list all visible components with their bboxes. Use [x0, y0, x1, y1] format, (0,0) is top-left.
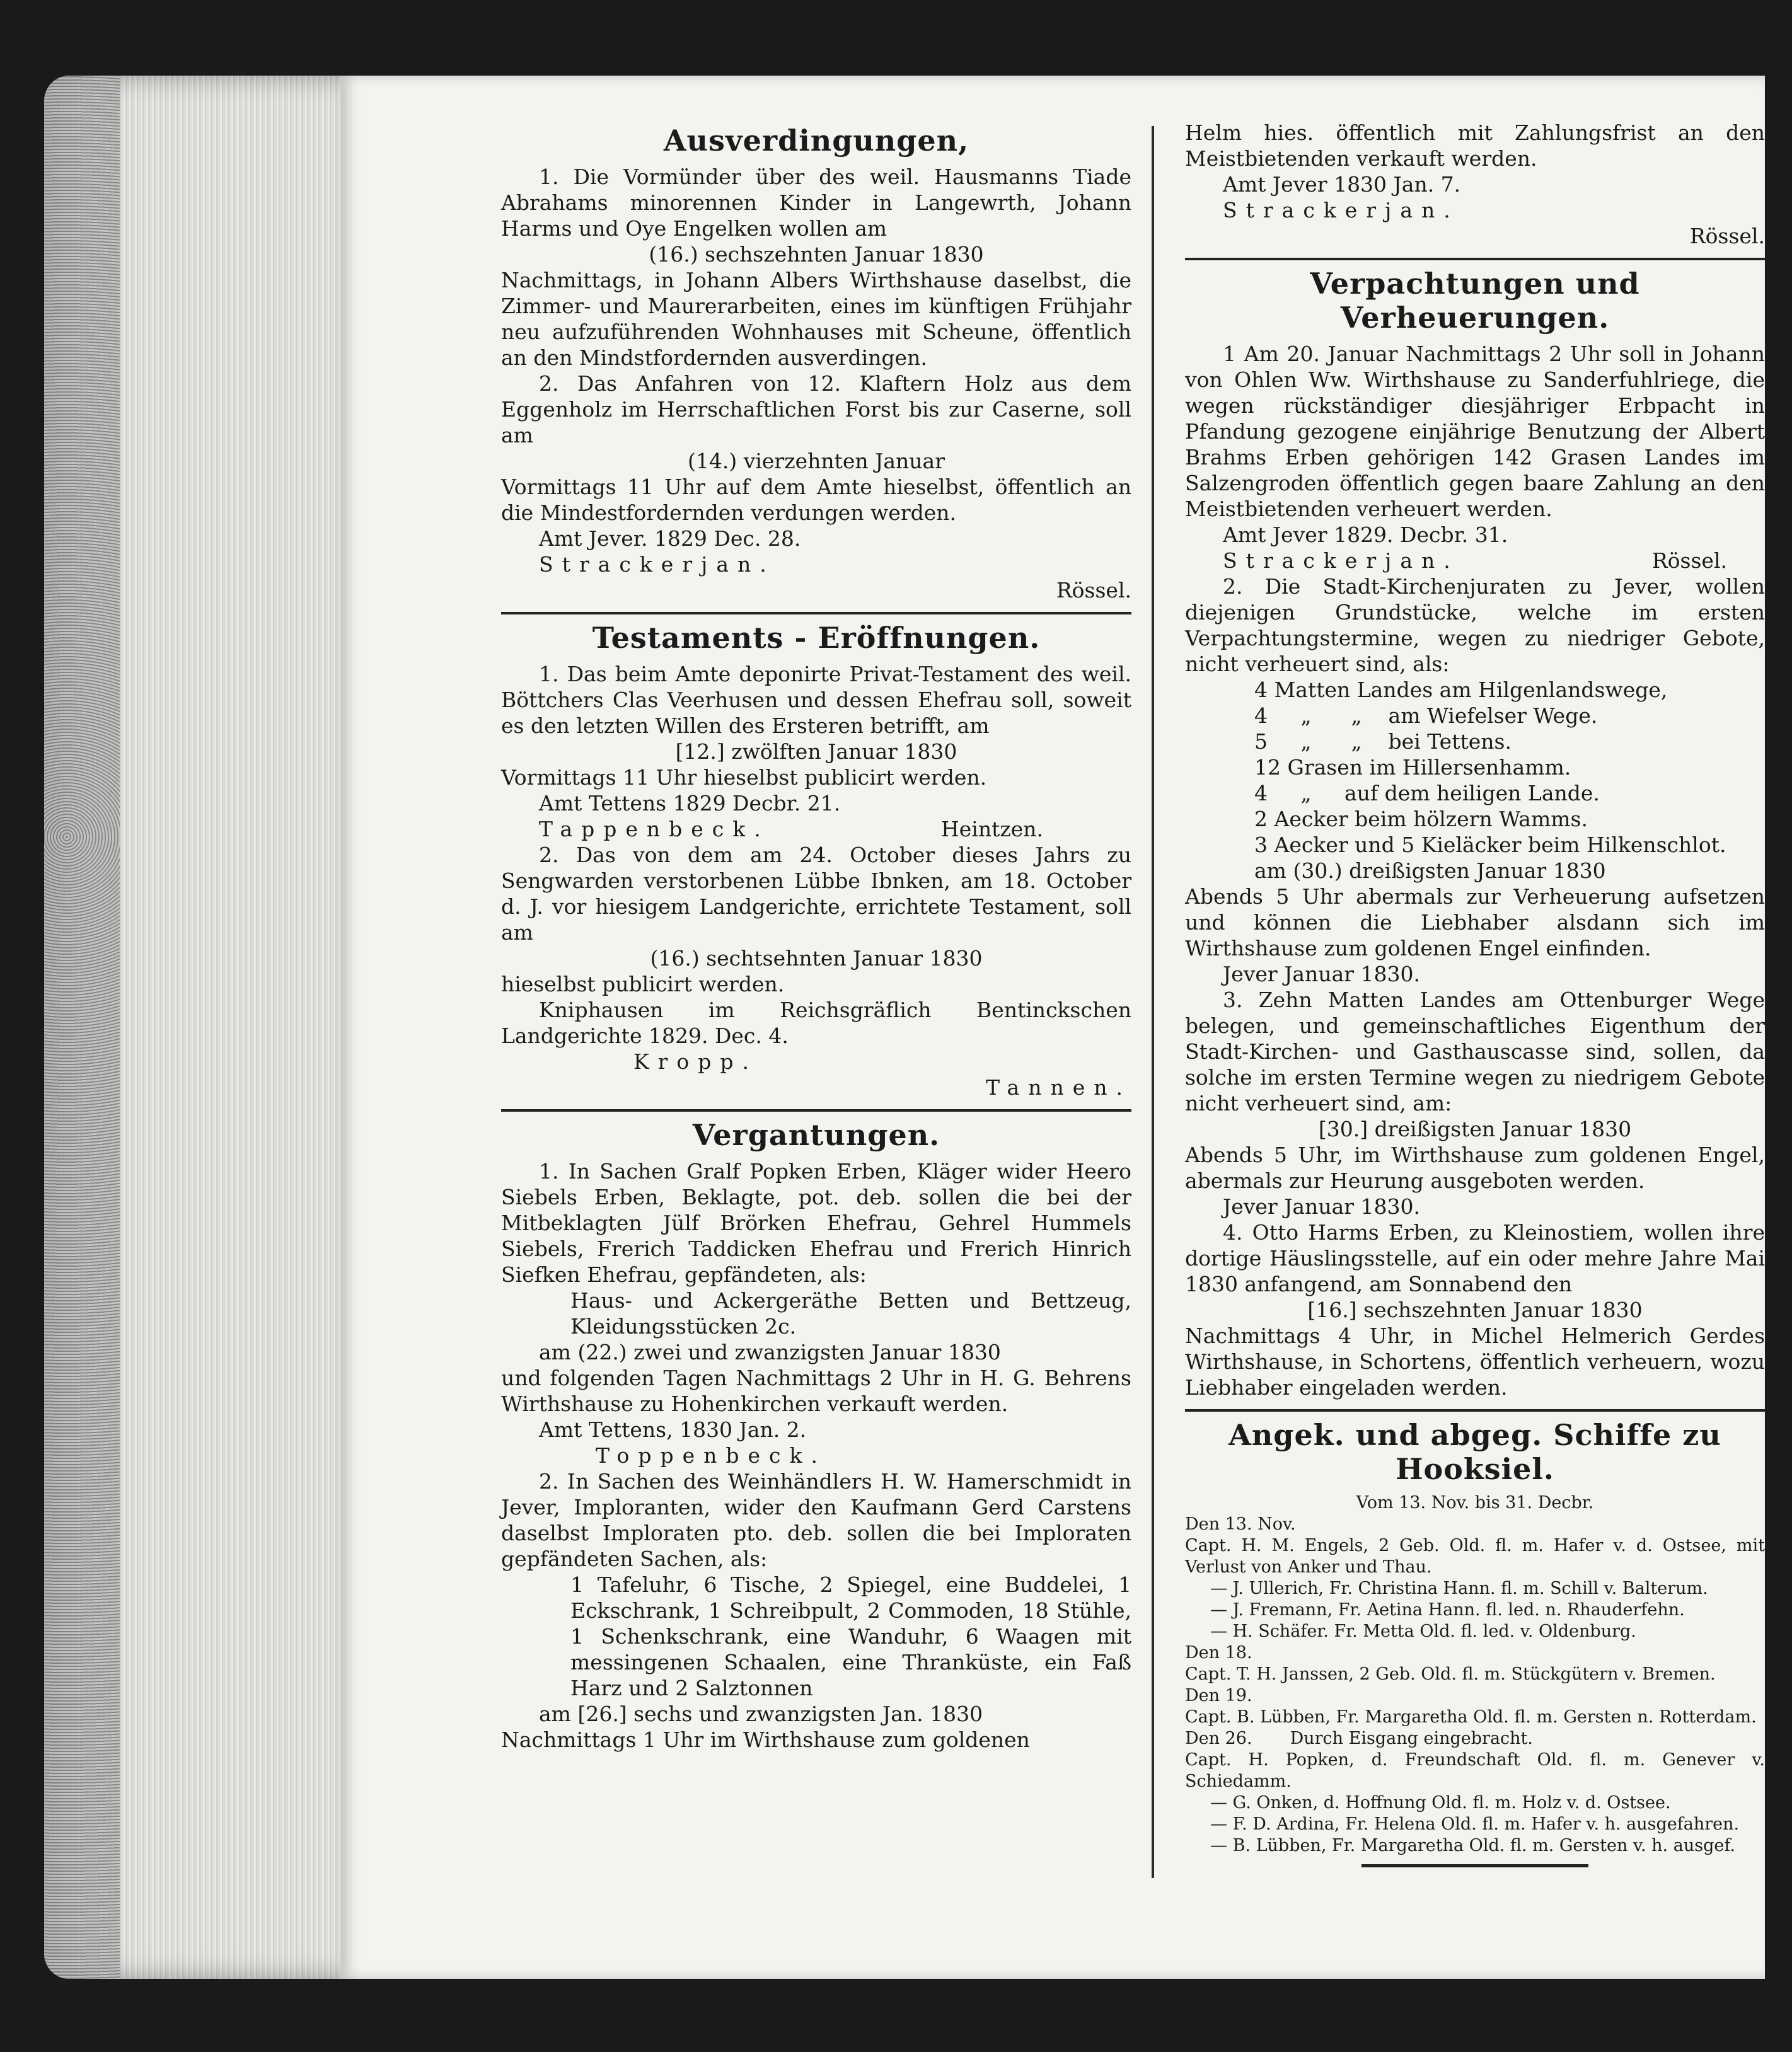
notice-date: (16.) sechtsehnten Januar 1830 [650, 946, 983, 971]
section-ships [1185, 1418, 1765, 1867]
notice-paragraph: hieselbst publicirt werden. [501, 972, 785, 996]
signature: Rössel. [1689, 224, 1765, 248]
section-continuation [1185, 120, 1765, 249]
notice-paragraph: und folgenden Tagen Nachmittags 2 Uhr in H. G. Behrens Wirthshause zu Hohenkirchen verkauft werden. [501, 1366, 1131, 1416]
notice-place-date: Amt Jever 1830 Jan. 7. [1223, 172, 1461, 197]
notice-paragraph: Vormittags 11 Uhr auf dem Amte hieselbst, öffentlich an die Mindestfordernden verdungen werden. [501, 475, 1131, 525]
notice-paragraph: Vormittags 11 Uhr hieselbst publicirt werden. [501, 765, 987, 790]
ship-line: — H. Schäfer. Fr. Metta Old. fl. led. v. Oldenburg. [1210, 1622, 1636, 1641]
notice-paragraph: 1. In Sachen Gralf Popken Erben, Kläger wider Heero Siebels Erben, Beklagte, pot. deb. sollen die bei der Mitbeklagten Jülf Brörken Ehefrau, Gehrel Hummels Siebels, Frerich Taddicken Ehefrau und Frerich Hinrich Siefken Ehefrau, gepfändeten, als: [501, 1159, 1131, 1287]
ship-line: Capt. B. Lübben, Fr. Margaretha Old. fl. m. Gersten n. Rotterdam. [1185, 1707, 1757, 1727]
ship-line: — J. Fremann, Fr. Aetina Hann. fl. led. n. Rhauderfehn. [1210, 1600, 1685, 1620]
notice-date: [12.] zwölften Januar 1830 [675, 739, 957, 764]
ship-line: Capt. H. M. Engels, 2 Geb. Old. fl. m. Hafer v. d. Ostsee, mit Verlust von Anker und Thau. [1185, 1536, 1765, 1577]
notice-date: (14.) vierzehnten Januar [687, 449, 945, 473]
ship-line: Den 26. Durch Eisgang eingebracht. [1185, 1729, 1533, 1748]
section-rule [1185, 258, 1765, 260]
list-item: 4 Matten Landes am Hilgenlandswege, [1254, 677, 1668, 702]
notice-place-date: Amt Jever 1829. Decbr. 31. [1223, 522, 1508, 547]
notice-place-date: Amt Jever. 1829 Dec. 28. [539, 526, 801, 551]
notice-paragraph: 3. Zehn Matten Landes am Ottenburger Wege belegen, und gemeinschaftliches Eigenthum der Stadt-Kirchen- und Gasthauscasse sind, sollen, da solche im ersten Termine wegen zu niedrigem Gebote nicht verheuert sind, am: [1185, 988, 1765, 1115]
signature-row [1185, 548, 1765, 574]
section-rule [1185, 1409, 1765, 1412]
section-title: Vergantungen. [692, 1118, 940, 1152]
list-item: 4 „ „ am Wiefelser Wege. [1254, 703, 1598, 728]
notice-date: am (22.) zwei und zwanzigsten Januar 1830 [539, 1340, 1001, 1364]
ship-line: Den 19. [1185, 1686, 1252, 1705]
notice-place-date: Jever Januar 1830. [1223, 962, 1421, 986]
signature-row [501, 816, 1131, 842]
notice-paragraph: 2. In Sachen des Weinhändlers H. W. Hamerschmidt in Jever, Imploranten, wider den Kaufmann Gerd Carstens daselbst Imploraten pto. deb. sollen die bei Imploraten gepfändeten Sachen, als: [501, 1469, 1131, 1571]
section-title: Angek. und abgeg. Schiffe zu Hooksiel. [1228, 1418, 1721, 1486]
notice-date: (16.) sechszehnten Januar 1830 [649, 242, 984, 267]
notice-paragraph: 2. Das Anfahren von 12. Klaftern Holz aus dem Eggenholz im Herrschaftlichen Forst bis zur Caserne, soll am [501, 371, 1131, 447]
signature: Tappenbeck. [539, 817, 770, 841]
book-page-edges [44, 76, 340, 1979]
signature: Strackerjan. [1223, 198, 1459, 222]
section-title: Ausverdingungen, [663, 124, 969, 158]
section-ausverdingungen [501, 124, 1131, 603]
section-testaments [501, 621, 1131, 1100]
notice-paragraph: 2. Das von dem am 24. October dieses Jahrs zu Sengwarden verstorbenen Lübbe Ibnken, am 18. October d. J. vor hiesigem Landgerichte, errichtete Testament, soll am [501, 843, 1131, 945]
signature: Toppenbeck. [596, 1443, 826, 1468]
ship-line: — J. Ullerich, Fr. Christina Hann. fl. m. Schill v. Balterum. [1210, 1579, 1708, 1598]
notice-paragraph: Abends 5 Uhr, im Wirthshause zum goldenen Engel, abermals zur Heurung ausgeboten werden. [1185, 1143, 1765, 1193]
notice-items: 1 Tafeluhr, 6 Tische, 2 Spiegel, eine Buddelei, 1 Eckschrank, 1 Schreibpult, 2 Commoden, 18 Stühle, 1 Schenkschrank, eine Wanduhr, 6 Waagen mit messingenen Schaalen, eine Thranküste, ein Faß Harz und 2 Salztonnen [570, 1572, 1131, 1700]
notice-paragraph: Abends 5 Uhr abermals zur Verheuerung aufsetzen und können die Liebhaber alsdann sich im Wirthshause zum goldenen Engel einfinden. [1185, 884, 1765, 960]
ship-line: — B. Lübben, Fr. Margaretha Old. fl. m. Gersten v. h. ausgef. [1210, 1836, 1735, 1855]
section-title: Testaments - Eröffnungen. [592, 621, 1041, 655]
section-title: Verpachtungen und Verheuerungen. [1310, 267, 1640, 335]
section-rule [501, 612, 1131, 614]
notice-paragraph: 2. Die Stadt-Kirchenjuraten zu Jever, wollen diejenigen Grundstücke, welche im ersten Verpachtungstermine, wegen zu niedriger Gebote, nicht verheuert sind, als: [1185, 574, 1765, 676]
signature: Rössel. [1651, 548, 1727, 573]
notice-paragraph: 1. Die Vormünder über des weil. Hausmanns Tiade Abrahams minorennen Kinder in Langewrth, Johann Harms und Oye Engelken wollen am [501, 164, 1131, 241]
section-subtitle: Vom 13. Nov. bis 31. Decbr. [1356, 1493, 1594, 1513]
notice-paragraph: Helm hies. öffentlich mit Zahlungsfrist an den Meistbietenden verkauft werden. [1185, 120, 1765, 171]
signature: Strackerjan. [539, 552, 775, 577]
ship-line: Capt. H. Popken, d. Freundschaft Old. fl. m. Genever v. Schiedamm. [1185, 1750, 1765, 1791]
section-rule [501, 1109, 1131, 1112]
notice-date: [16.] sechszehnten Januar 1830 [1307, 1298, 1643, 1322]
signature: Heintzen. [940, 817, 1043, 841]
column-divider [1152, 126, 1154, 1878]
notice-paragraph: 4. Otto Harms Erben, zu Kleinostiem, wollen ihre dortige Häuslingsstelle, auf ein oder mehre Jahre Mai 1830 anfangend, am Sonnabend den [1185, 1220, 1765, 1296]
notice-paragraph: Nachmittags 1 Uhr im Wirthshause zum goldenen [501, 1727, 1030, 1752]
section-vergantungen [501, 1118, 1131, 1753]
ship-line: — F. D. Ardina, Fr. Helena Old. fl. m. Hafer v. h. ausgefahren. [1210, 1814, 1740, 1834]
notice-paragraph: Nachmittags, in Johann Albers Wirthshause daselbst, die Zimmer- und Maurerarbeiten, eines im künftigen Frühjahr neu aufzuführenden Wohnhauses mit Scheune, öffentlich an den Mindstfordernden ausverdingen. [501, 268, 1131, 370]
notice-paragraph: 1 Am 20. Januar Nachmittags 2 Uhr soll in Johann von Ohlen Ww. Wirthshause zu Sanderfuhlriege, die wegen rückständiger diesjähriger Erbpacht in Pfandung gezogene einjährige Benutzung der Albert Brahms Erben gehörigen 142 Grasen Landes im Salzengroden öffentlich gegen baare Zahlung an den Meistbietenden verheuert werden. [1185, 342, 1765, 521]
notice-paragraph: 1. Das beim Amte deponirte Privat-Testament des weil. Böttchers Clas Veerhusen und dessen Ehefrau soll, soweit es den letzten Willen des Ersteren betrifft, am [501, 662, 1131, 738]
section-verpachtungen [1185, 267, 1765, 1400]
list-item: 4 „ auf dem heiligen Lande. [1254, 781, 1600, 805]
notice-date: am (30.) dreißigsten Januar 1830 [1254, 858, 1606, 883]
notice-items: Haus- und Ackergeräthe Betten und Bettzeug, Kleidungsstücken 2c. [570, 1288, 1131, 1339]
signature: Strackerjan. [1223, 548, 1459, 573]
list-item: 3 Aecker und 5 Kieläcker beim Hilkenschlot. [1254, 833, 1726, 857]
ship-line: Capt. T. H. Janssen, 2 Geb. Old. fl. m. Stückgütern v. Bremen. [1185, 1664, 1716, 1684]
list-item: 5 „ „ bei Tettens. [1254, 729, 1512, 754]
notice-place-date: Amt Tettens 1829 Decbr. 21. [539, 791, 841, 816]
land-list [1185, 677, 1765, 858]
notice-place-date: Amt Tettens, 1830 Jan. 2. [539, 1417, 807, 1442]
signature: Rössel. [1056, 578, 1131, 602]
list-item: 12 Grasen im Hillersenhamm. [1254, 755, 1571, 780]
signature: Tannen. [986, 1075, 1131, 1100]
ship-line: Den 13. Nov. [1185, 1514, 1296, 1534]
notice-paragraph: Nachmittags 4 Uhr, in Michel Helmerich Gerdes Wirthshause, in Schortens, öffentlich verheuern, wozu Liebhaber eingeladen werden. [1185, 1323, 1765, 1400]
list-item: 2 Aecker beim hölzern Wamms. [1254, 807, 1588, 831]
right-column [1185, 120, 1765, 1867]
left-column [501, 120, 1131, 1753]
signature: Kropp. [633, 1049, 758, 1074]
notice-date: [30.] dreißigsten Januar 1830 [1318, 1117, 1632, 1141]
ship-line: Den 18. [1185, 1643, 1252, 1663]
notice-date: am [26.] sechs und zwanzigsten Jan. 1830 [539, 1702, 983, 1726]
notice-place-date: Jever Januar 1830. [1223, 1194, 1421, 1219]
notice-place-date: Kniphausen im Reichsgräflich Bentinckschen Landgerichte 1829. Dec. 4. [501, 998, 1131, 1048]
end-rule [1361, 1864, 1588, 1867]
ship-line: — G. Onken, d. Hoffnung Old. fl. m. Holz v. d. Ostsee. [1210, 1793, 1671, 1813]
